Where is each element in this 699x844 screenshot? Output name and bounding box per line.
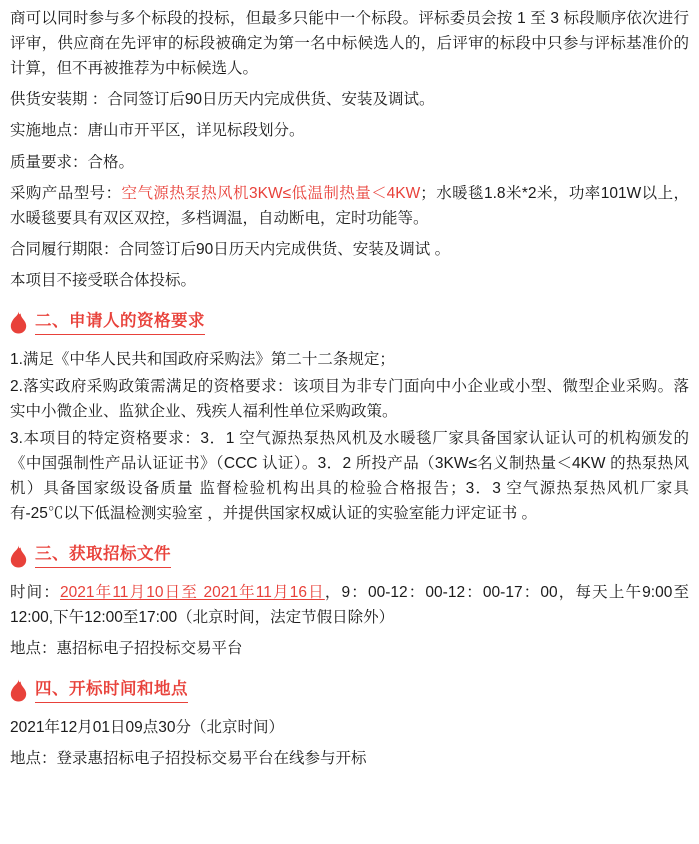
time-rest: ，9：00-12：00-12：00-17：00，每天上午9:00至12:00,下午12:00至17:00（北京时间，法定节假日除外） — [10, 583, 689, 626]
section-heading-four — [10, 679, 689, 702]
intro-paragraph: 商可以同时参与多个标段的投标，但最多只能中一个标段。评标委员会按 1 至 3 标段顺序依次进行评审，供应商在先评审的标段被确定为第一名中标候选人的，后评审的标段中只参与评标基准价的计算，但不再被推荐为中标候选人。 — [10, 10, 689, 78]
product-model-highlight: 空气源热泵热风机3KW≤低温制热量＜4KW — [121, 184, 421, 202]
section-three-place-line — [10, 636, 689, 661]
section-three-time-line — [10, 580, 689, 630]
location-line — [10, 118, 689, 143]
contract-period-value: 合同签订后90日历天内完成供货、安装及调试 。 — [118, 240, 451, 258]
section-four-place-line — [10, 746, 689, 771]
flame-icon — [10, 311, 27, 334]
product-model-rest: ；水暖毯1.8米*2米，功率101W以上，水暖毯要具有双区双控，多档调温，自动断电，定时功能等。 — [10, 184, 689, 227]
flame-icon — [10, 545, 27, 568]
contract-period-label: 合同履行期限： — [10, 240, 119, 258]
section-two-item-3: 3.本项目的特定资格要求：3．1 空气源热泵热风机及水暖毯厂家具备国家认证认可的机构颁发的《中国强制性产品认证证书》（CCC 认证）。3．2 所投产品（3KW≤名义制热量＜4KW 的热泵热风机）具备国家级设备质量 监督检验机构出具的检验合格报告；3．3 空气源热泵热风机厂家具有-25℃以下低温检测实验室 ，并提供国家权威认证的实验室能力评定证书 。 — [10, 429, 689, 523]
delivery-value: 合同签订后90日历天内完成供货、安装及调试。 — [107, 91, 435, 109]
section-four-title: 四、开标时间和地点 — [35, 679, 188, 702]
quality-line — [10, 150, 689, 175]
location-value: 唐山市开平区，详见标段划分。 — [87, 122, 305, 140]
section-two-item-1: 1.满足《中华人民共和国政府采购法》第二十二条规定； — [10, 350, 395, 368]
section-two-item-2: 2.落实政府采购政策需满足的资格要求：该项目为非专门面向中小企业或小型、微型企业采购。落实中小微企业、监狱企业、残疾人福利性单位采购政策。 — [10, 377, 689, 420]
delivery-line — [10, 87, 689, 112]
place-label: 地点： — [10, 749, 57, 767]
section-heading-three — [10, 544, 689, 567]
contract-period-line — [10, 237, 689, 262]
consortium-note: 本项目不接受联合体投标。 — [10, 271, 197, 289]
time-label: 时间： — [10, 583, 61, 601]
product-model-line — [10, 181, 689, 231]
location-label: 实施地点： — [10, 122, 88, 140]
flame-icon — [10, 679, 27, 702]
time-highlight: 2021年11月10日至 2021年11月16日 — [60, 583, 325, 601]
quality-label: 质量要求： — [10, 153, 88, 171]
delivery-label: 供货安装期 ： — [10, 91, 108, 109]
quality-value: 合格。 — [87, 153, 135, 171]
section-two-title: 二、申请人的资格要求 — [35, 311, 205, 334]
section-three-title: 三、获取招标文件 — [35, 544, 171, 567]
place-value: 登录惠招标电子招投标交易平台在线参与开标 — [56, 749, 367, 767]
section-four-datetime: 2021年12月01日09点30分（北京时间） — [10, 718, 284, 736]
place-label: 地点： — [10, 639, 57, 657]
place-value: 惠招标电子招投标交易平台 — [56, 639, 243, 657]
section-heading-two — [10, 311, 689, 334]
product-model-label: 采购产品型号： — [10, 184, 122, 202]
